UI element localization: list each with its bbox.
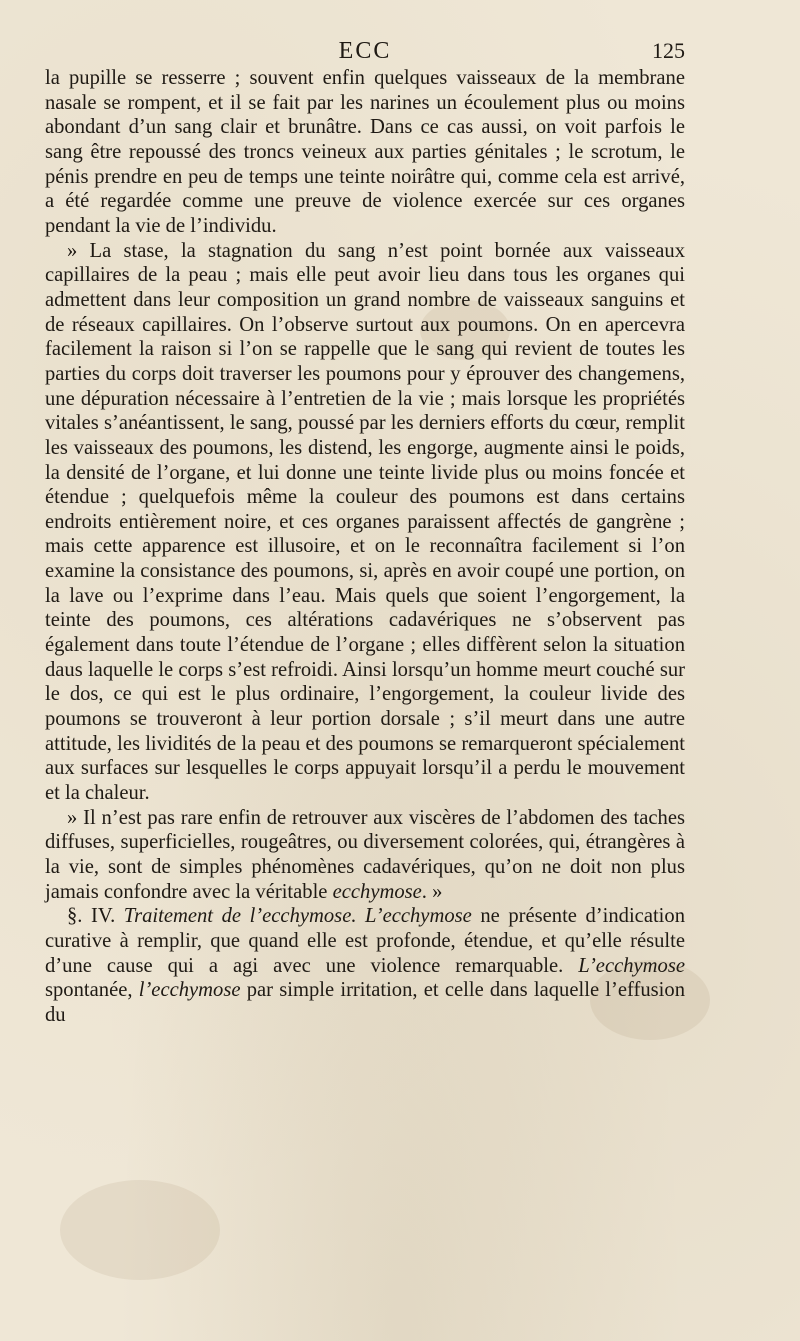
text-run: » Il n’est pas rare enfin de retrouver aux viscères de l’abdomen des taches diffuses, superficielles, rougeâtres, ou diversement colorées, qui, étrangères à la vie, sont de simples phénomènes cadavériques, qu’on ne doit non plus jamais confondre avec la véritable bbox=[45, 806, 685, 903]
section-number: §. IV. bbox=[67, 905, 124, 928]
italic-term: ecchymose bbox=[332, 880, 422, 903]
running-head bbox=[45, 36, 685, 66]
text-run: la pupille se resserre ; souvent enfin quelques vaisseaux de la membrane nasale se rompent, et il se fait par les narines un écoulement plus ou moins abondant d’un sang clair et brunâtre. Dans ce cas aussi, on voit parfois le sang être repoussé des troncs veineux aux parties génitales ; le scrotum, le pénis prendre en peu de temps une teinte noirâtre qui, comme cela est arrivé, a été regardée comme une preuve de violence exercée sur ces organes pendant la vie de l’individu. bbox=[45, 67, 685, 237]
paper-stain bbox=[60, 1180, 220, 1280]
italic-term: L’ecchymose bbox=[578, 954, 685, 977]
italic-term: l’ecchymose bbox=[138, 979, 241, 1002]
text-run: ne présente d’indication curative à remplir, que quand elle est profonde, étendue, et qu’elle résulte d’une cause qui a agi avec une violence remarquable. bbox=[45, 905, 685, 977]
running-title: ECC bbox=[338, 38, 392, 64]
italic-term: L’ecchymose bbox=[365, 905, 472, 928]
text-run bbox=[356, 905, 365, 927]
page-number: 125 bbox=[652, 38, 685, 63]
section-heading: Traitement de l’ecchymose. bbox=[123, 905, 357, 928]
paragraph-abdomen bbox=[45, 806, 685, 905]
book-page bbox=[45, 36, 685, 1028]
paragraph-continuation bbox=[45, 66, 685, 239]
text-run: » La stase, la stagnation du sang n’est point bornée aux vaisseaux capillaires de la peau ; mais elle peut avoir lieu dans tous les organes qui admettent dans leur composition un grand nombre de vaisseaux sanguins et de réseaux capillaires. On l’observe surtout aux poumons. On en apercevra facilement la raison si l’on se rappelle que le sang qui revient de toutes les parties du corps doit traverser les poumons pour y éprouver des changemens, une dépuration nécessaire à l’entretien de la vie ; mais lorsque les propriétés vitales s’anéantissent, le sang, poussé par les derniers efforts du cœur, remplit les vaisseaux des poumons, les distend, les engorge, augmente ainsi le poids, la densité de l’organe, et lui donne une teinte livide plus ou moins foncée et étendue ; quelquefois même la couleur des poumons est dans certains endroits entièrement noire, et ces organes paraissent affectés de gangrène ; mais cette apparence est illusoire, et on le reconnaîtra facilement si l’on examine la consistance des poumons, si, après en avoir coupé une portion, on la lave ou l’exprime dans l’eau. Mais quels que soient l’engorgement, la teinte des poumons, ces altérations cadavériques ne s’observent pas également dans toute l’étendue de l’organe ; elles diffèrent selon la situation daus laquelle le corps s’est refroidi. Ainsi lorsqu’un homme meurt couché sur le dos, ce qui est le plus ordinaire, l’engorgement, la couleur livide des poumons se trouveront à leur portion dorsale ; s’il meurt dans une autre attitude, les lividités de la peau et des poumons se remarqueront spécialement aux surfaces sur lesquelles le corps appuyait lorsqu’il a perdu le mouvement et la chaleur. bbox=[45, 239, 685, 805]
body-text bbox=[45, 66, 685, 1028]
paragraph-traitement bbox=[45, 904, 685, 1027]
paragraph-stase bbox=[45, 239, 685, 806]
text-run: spontanée, bbox=[45, 979, 139, 1002]
text-run: . » bbox=[421, 880, 443, 903]
text-run: par simple irritation, et celle dans laquelle l’effusion du bbox=[45, 979, 685, 1026]
